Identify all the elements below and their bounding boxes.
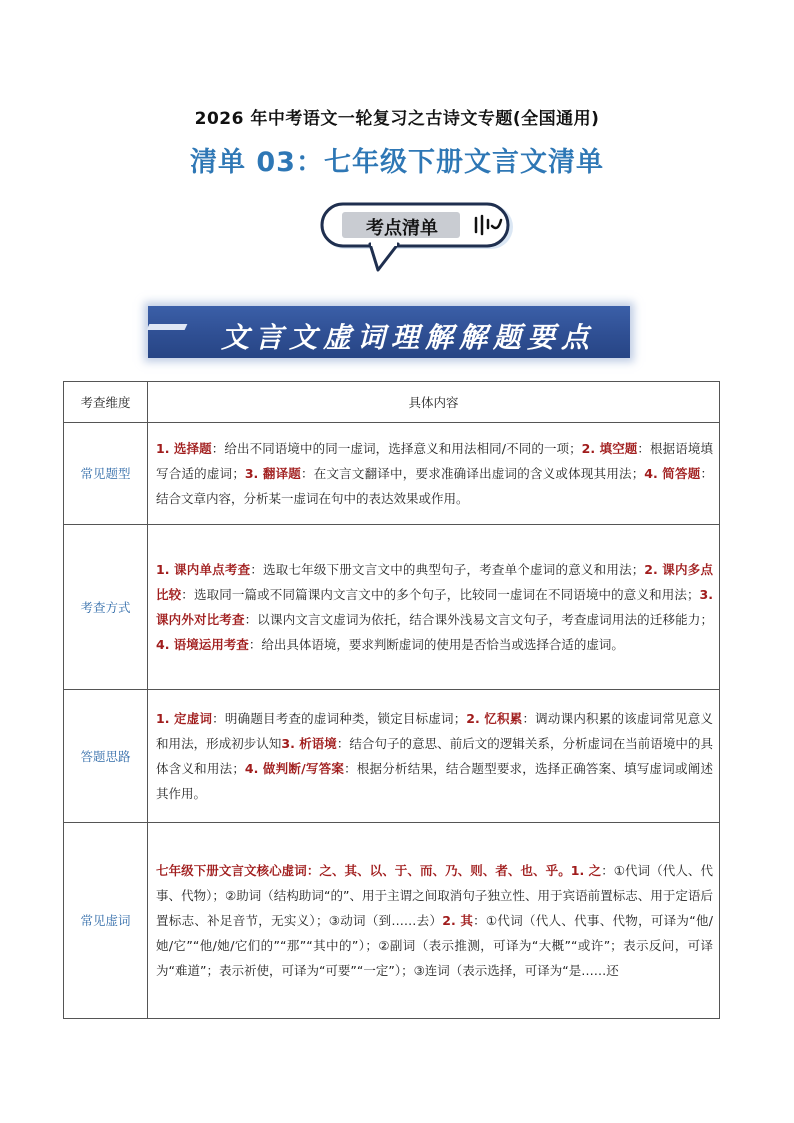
sound-wave-icon	[470, 214, 504, 238]
keyword-text: 2. 课内多点比较	[156, 562, 713, 602]
keyword-text: 2. 其	[442, 913, 474, 928]
body-text: ：结合文章内容，分析某一虚词在句中的表达效果或作用。	[156, 466, 713, 506]
row-dimension: 常见题型	[64, 423, 148, 525]
row-dimension: 答题思路	[64, 690, 148, 823]
body-text: ：选取七年级下册文言文中的典型句子，考查单个虚词的意义和用法；	[250, 562, 645, 577]
body-text: ：明确题目考查的虚词种类，锁定目标虚词；	[212, 711, 467, 726]
body-text: ：选取同一篇或不同篇课内文言文中的多个句子，比较同一虚词在不同语境中的意义和用法；	[181, 587, 700, 602]
body-text: ：在文言文翻译中，要求准确译出虚词的含义或体现其用法；	[301, 466, 645, 481]
table-row	[64, 690, 720, 823]
row-dimension: 考查方式	[64, 525, 148, 690]
body-text: ：根据分析结果，结合题型要求，选择正确答案、填写虚词或阐述其作用。	[156, 761, 713, 801]
keyword-text: 2. 忆积累	[466, 711, 523, 726]
keyword-text: 3. 翻译题	[244, 466, 302, 481]
badge-label: 考点清单	[366, 218, 438, 239]
body-text: ：①代词（代人、代事、代物）；②助词（结构助词“的”、用于主谓之间取消句子独立性、用于宾语前置标志、用于定语后置标志、补足音节，无实义）；③动词（到……去）	[156, 863, 713, 928]
table-row	[64, 423, 720, 525]
body-text: ：给出具体语境，要求判断虚词的使用是否恰当或选择合适的虚词。	[248, 637, 624, 652]
body-text: ：以课内文言文虚词为依托，结合课外浅易文言文句子，考查虚词用法的迁移能力；	[244, 612, 713, 627]
keyword-text: 4. 语境运用考查	[156, 637, 249, 652]
row-content	[148, 823, 720, 1019]
section-banner	[148, 306, 630, 358]
table-row	[64, 823, 720, 1019]
banner-title: 文言文虚词理解解题要点	[220, 321, 595, 354]
keyword-text: 七年级下册文言文核心虚词：之、其、以、于、而、乃、则、者、也、乎。	[156, 863, 571, 878]
keyword-text: 1. 定虚词	[156, 711, 213, 726]
row-content	[148, 525, 720, 690]
keyword-text: 3. 课内外对比考查	[156, 587, 713, 627]
keyword-text: 3. 析语境	[281, 736, 337, 751]
row-content	[148, 423, 720, 525]
keyword-text: 1. 之	[570, 863, 602, 878]
header-content: 具体内容	[148, 382, 720, 423]
table-row	[64, 525, 720, 690]
body-text: ：结合句子的意思、前后文的逻辑关系，分析虚词在当前语境中的具体含义和用法；	[156, 736, 713, 776]
document-title: 清单 03：七年级下册文言文清单	[190, 147, 604, 178]
body-text: ：根据语境填写合适的虚词；	[156, 441, 713, 481]
section-badge	[318, 200, 518, 276]
keyword-text: 4. 做判断/写答案	[244, 761, 345, 776]
key-points-table	[63, 381, 720, 1019]
row-dimension: 常见虚词	[64, 823, 148, 1019]
banner-stripe	[147, 324, 188, 330]
header-dimension: 考查维度	[64, 382, 148, 423]
table-header-row	[64, 382, 720, 423]
row-content	[148, 690, 720, 823]
keyword-text: 2. 填空题	[581, 441, 638, 456]
document-subtitle: 2026 年中考语文一轮复习之古诗文专题(全国通用)	[194, 109, 600, 129]
body-text: ：①代词（代人、代事、代物，可译为“他/她/它”“他/她/它们的”“那”“其中的”）；②副词（表示推测，可译为“大概”“或许”；表示反问，可译为“难道”；表示祈使，可译为“可要”“一定”）；③连词（表示选择，可译为“是……还	[156, 913, 713, 978]
body-text: ：给出不同语境中的同一虚词，选择意义和用法相同/不同的一项；	[211, 441, 582, 456]
body-text: ：调动课内积累的该虚词常见意义和用法，形成初步认知	[156, 711, 713, 751]
keyword-text: 1. 课内单点考查	[156, 562, 251, 577]
keyword-text: 1. 选择题	[156, 441, 212, 456]
keyword-text: 4. 简答题	[644, 466, 701, 481]
